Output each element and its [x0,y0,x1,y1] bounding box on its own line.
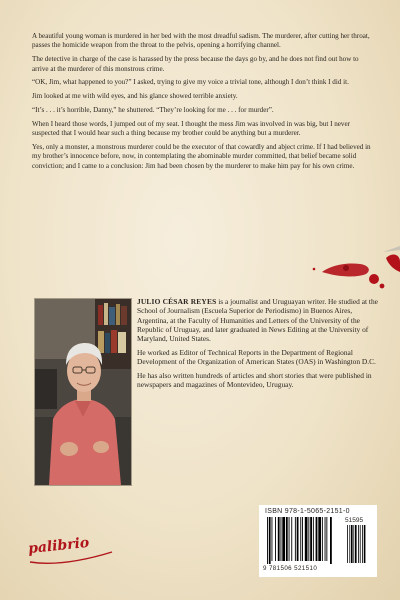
blurb-paragraph: “OK, Jim, what happened to you?” I asked, trying to give my voice a trivial tone, although I don’t think I did it. [32,78,349,87]
barcode-bar [267,517,268,564]
bio-paragraph [137,297,380,343]
barcode-addon-bar [353,525,354,563]
isbn-barcode [259,505,377,577]
barcode-bar [282,517,285,561]
barcode-addon-bar [349,525,350,563]
blurb-paragraph: Yes, only a monster, a monstrous murderer could be the executor of that cowardly and abject crime. If I had believed in my brother’s innocence before, now, in contemplating the abominable murder committed, that belief became solid conviction; and I came to a conclusion: Jim had been chosen by the murderer to make him pay for his own crime. [32,143,371,170]
barcode-addon-bar [347,525,348,563]
barcode-bar [281,517,282,561]
barcode-addon-bar [360,525,361,563]
barcode-bar [305,517,308,561]
barcode-bar [313,517,314,561]
barcode-bar [318,517,321,561]
barcode-bar [286,517,288,561]
barcode-bar [300,517,301,561]
blurb-text [32,32,372,176]
blurb-paragraph: A beautiful young woman is murdered in her bed with the most dreadful sadism. The murderer, after cutting her throat, passes the homicide weapon from the throat to the pelvis, opening a horrifying channel. [32,32,370,50]
blurb-paragraph: The detective in charge of the case is harassed by the press because the days go by, and he does not find out how to arrive at the murderer of this monstrous crime. [32,55,359,73]
author-name: JULIO CÉSAR REYES [137,297,217,306]
blurb-paragraph: Jim looked at me with wild eyes, and his glance showed terrible anxiety. [32,92,238,101]
barcode-bar [330,517,332,564]
barcode-bar [325,517,326,561]
author-bio [137,297,380,394]
publisher-logo: palibrio [27,534,90,558]
barcode-addon-bar [364,525,366,563]
bio-paragraph: He has also written hundreds of articles and short stories that were published in newspapers and magazines of Montevideo, Uruguay. [137,370,372,390]
barcode-bar [297,517,299,561]
barcode-bar [289,517,290,561]
barcode-addon-bar [355,525,357,563]
barcode-bar [269,517,271,564]
barcode-bar [326,517,327,561]
barcode-bar [272,517,273,561]
barcode-bar [302,517,303,561]
bio-paragraph: He worked as Editor of Technical Reports in the Department of Regional Development of the Organization of American States (OAS) in Washington D.C. [137,347,376,367]
barcode-addon: 51595 [345,517,364,524]
barcode-addon-bar [362,525,363,563]
barcode-bar [322,517,323,561]
blurb-paragraph: When I heard those words, I jumped out of my seat. I thought the mess Jim was involved in was big, but I never suspected that I would hear such a thing because my brother could be anything but a murderer. [32,119,350,138]
bio-text: is a journalist and Uruguayan writer. He studied at the School of Journalism (Escuela Superior de Periodismo) in Buenos Aires, Argentina, at the Faculty of Humanities and Letters of the University of the Republic of Uruguay, and later graduated in News Editing at the University of Maryland, United States. [137,297,378,344]
barcode-addon-bar [358,525,359,563]
blurb-paragraph: “It’s . . . it’s horrible, Danny,” he shuttered. “They’re looking for me . . . for murder”. [32,106,274,114]
barcode-bar [291,517,292,561]
barcode-bar [278,517,280,561]
barcode-bar [308,517,309,561]
author-photo [34,298,132,486]
barcode-addon-bar [351,525,353,563]
barcode-bar [295,517,296,561]
logo-swoosh-icon [26,548,116,568]
barcode-bar [275,517,276,561]
barcode-number: 9 781506 521510 [263,565,318,572]
isbn-label: ISBN 978-1-5065-2151-0 [265,508,350,515]
barcode-bar [316,517,318,561]
barcode-bars [265,517,373,565]
barcode-bar [310,517,312,561]
